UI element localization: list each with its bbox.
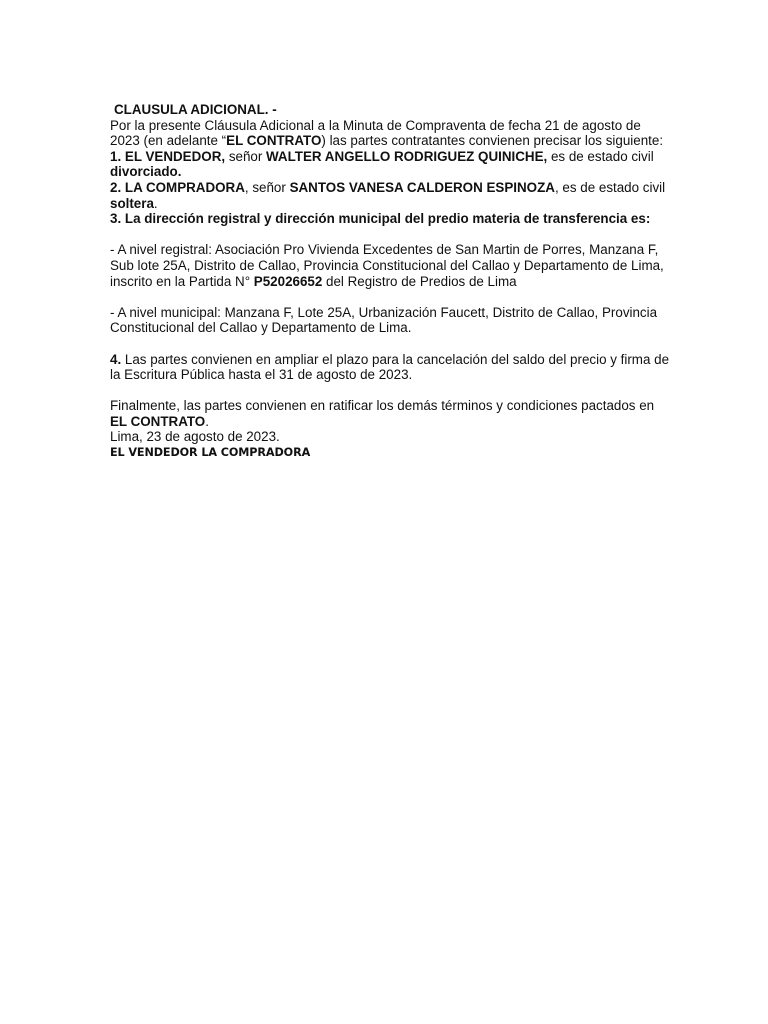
intro-text-after: ) las partes contratantes convienen precisar los siguiente: [321,133,664,149]
clause-4-text: Las partes convienen en ampliar el plazo para la cancelación del saldo del precio y firma de la Escritura Pública hasta el 31 de agosto de 2023. [110,351,670,383]
date-line: Lima, 23 de agosto de 2023. [110,429,280,445]
registral-address-paragraph [110,242,670,289]
clause-1-text-1: señor [225,148,267,164]
clause-1-label: 1. EL VENDEDOR, [110,148,226,164]
seller-civil-status: divorciado. [110,164,182,180]
closing-text-before: Finalmente, las partes convienen en ratificar los demás términos y condiciones pactados en [110,398,655,414]
clause-2-text-2: , es de estado civil [554,179,666,195]
clause-2-label: 2. LA COMPRADORA [110,179,245,195]
document-title: CLAUSULA ADICIONAL. - [114,102,277,117]
paragraph-gap [110,289,670,305]
clause-3-heading [110,211,670,227]
clause-1-paragraph [110,149,670,180]
seller-name: WALTER ANGELLO RODRIGUEZ QUINICHE, [266,148,548,164]
paragraph-gap [110,336,670,352]
clause-4-paragraph [110,352,670,383]
clause-4-label: 4. [110,351,122,367]
clause-3-heading-text: 3. La dirección registral y dirección municipal del predio materia de transferencia es: [110,211,651,227]
closing-paragraph [110,398,670,429]
intro-text-before: Por la presente Cláusula Adicional a la Minuta de Compraventa de fecha 21 de agosto de 2023 (en adelante “ [110,117,641,149]
intro-paragraph [110,118,670,149]
clause-2-paragraph [110,180,670,211]
registral-text-after: del Registro de Predios de Lima [322,273,517,289]
buyer-name: SANTOS VANESA CALDERON ESPINOZA [289,179,555,195]
intro-contract-term: EL CONTRATO [226,133,322,149]
paragraph-gap [110,383,670,399]
registral-text-before: - A nivel registral: Asociación Pro Vivienda Excedentes de San Martin de Porres, Manzana F, Sub lote 25A, Distrito de Callao, Provincia Constitucional del Callao y Departamento de Lima, inscrito en la Partida N° [110,242,664,289]
clause-2-text-3: . [153,195,158,211]
closing-text-after: . [205,413,209,429]
document-page [110,102,670,461]
clause-2-text-1: , señor [244,179,290,195]
clause-1-text-2: es de estado civil [547,148,654,164]
signature-line: EL VENDEDOR LA COMPRADORA [110,446,311,460]
closing-contract-term: EL CONTRATO [110,413,206,429]
paragraph-gap [110,227,670,243]
buyer-civil-status: soltera [110,195,154,211]
municipal-address-paragraph: - A nivel municipal: Manzana F, Lote 25A, Urbanización Faucett, Distrito de Callao, Provincia Constitucional del Callao y Departamento de Lima. [110,304,658,336]
partida-number: P52026652 [253,273,323,289]
